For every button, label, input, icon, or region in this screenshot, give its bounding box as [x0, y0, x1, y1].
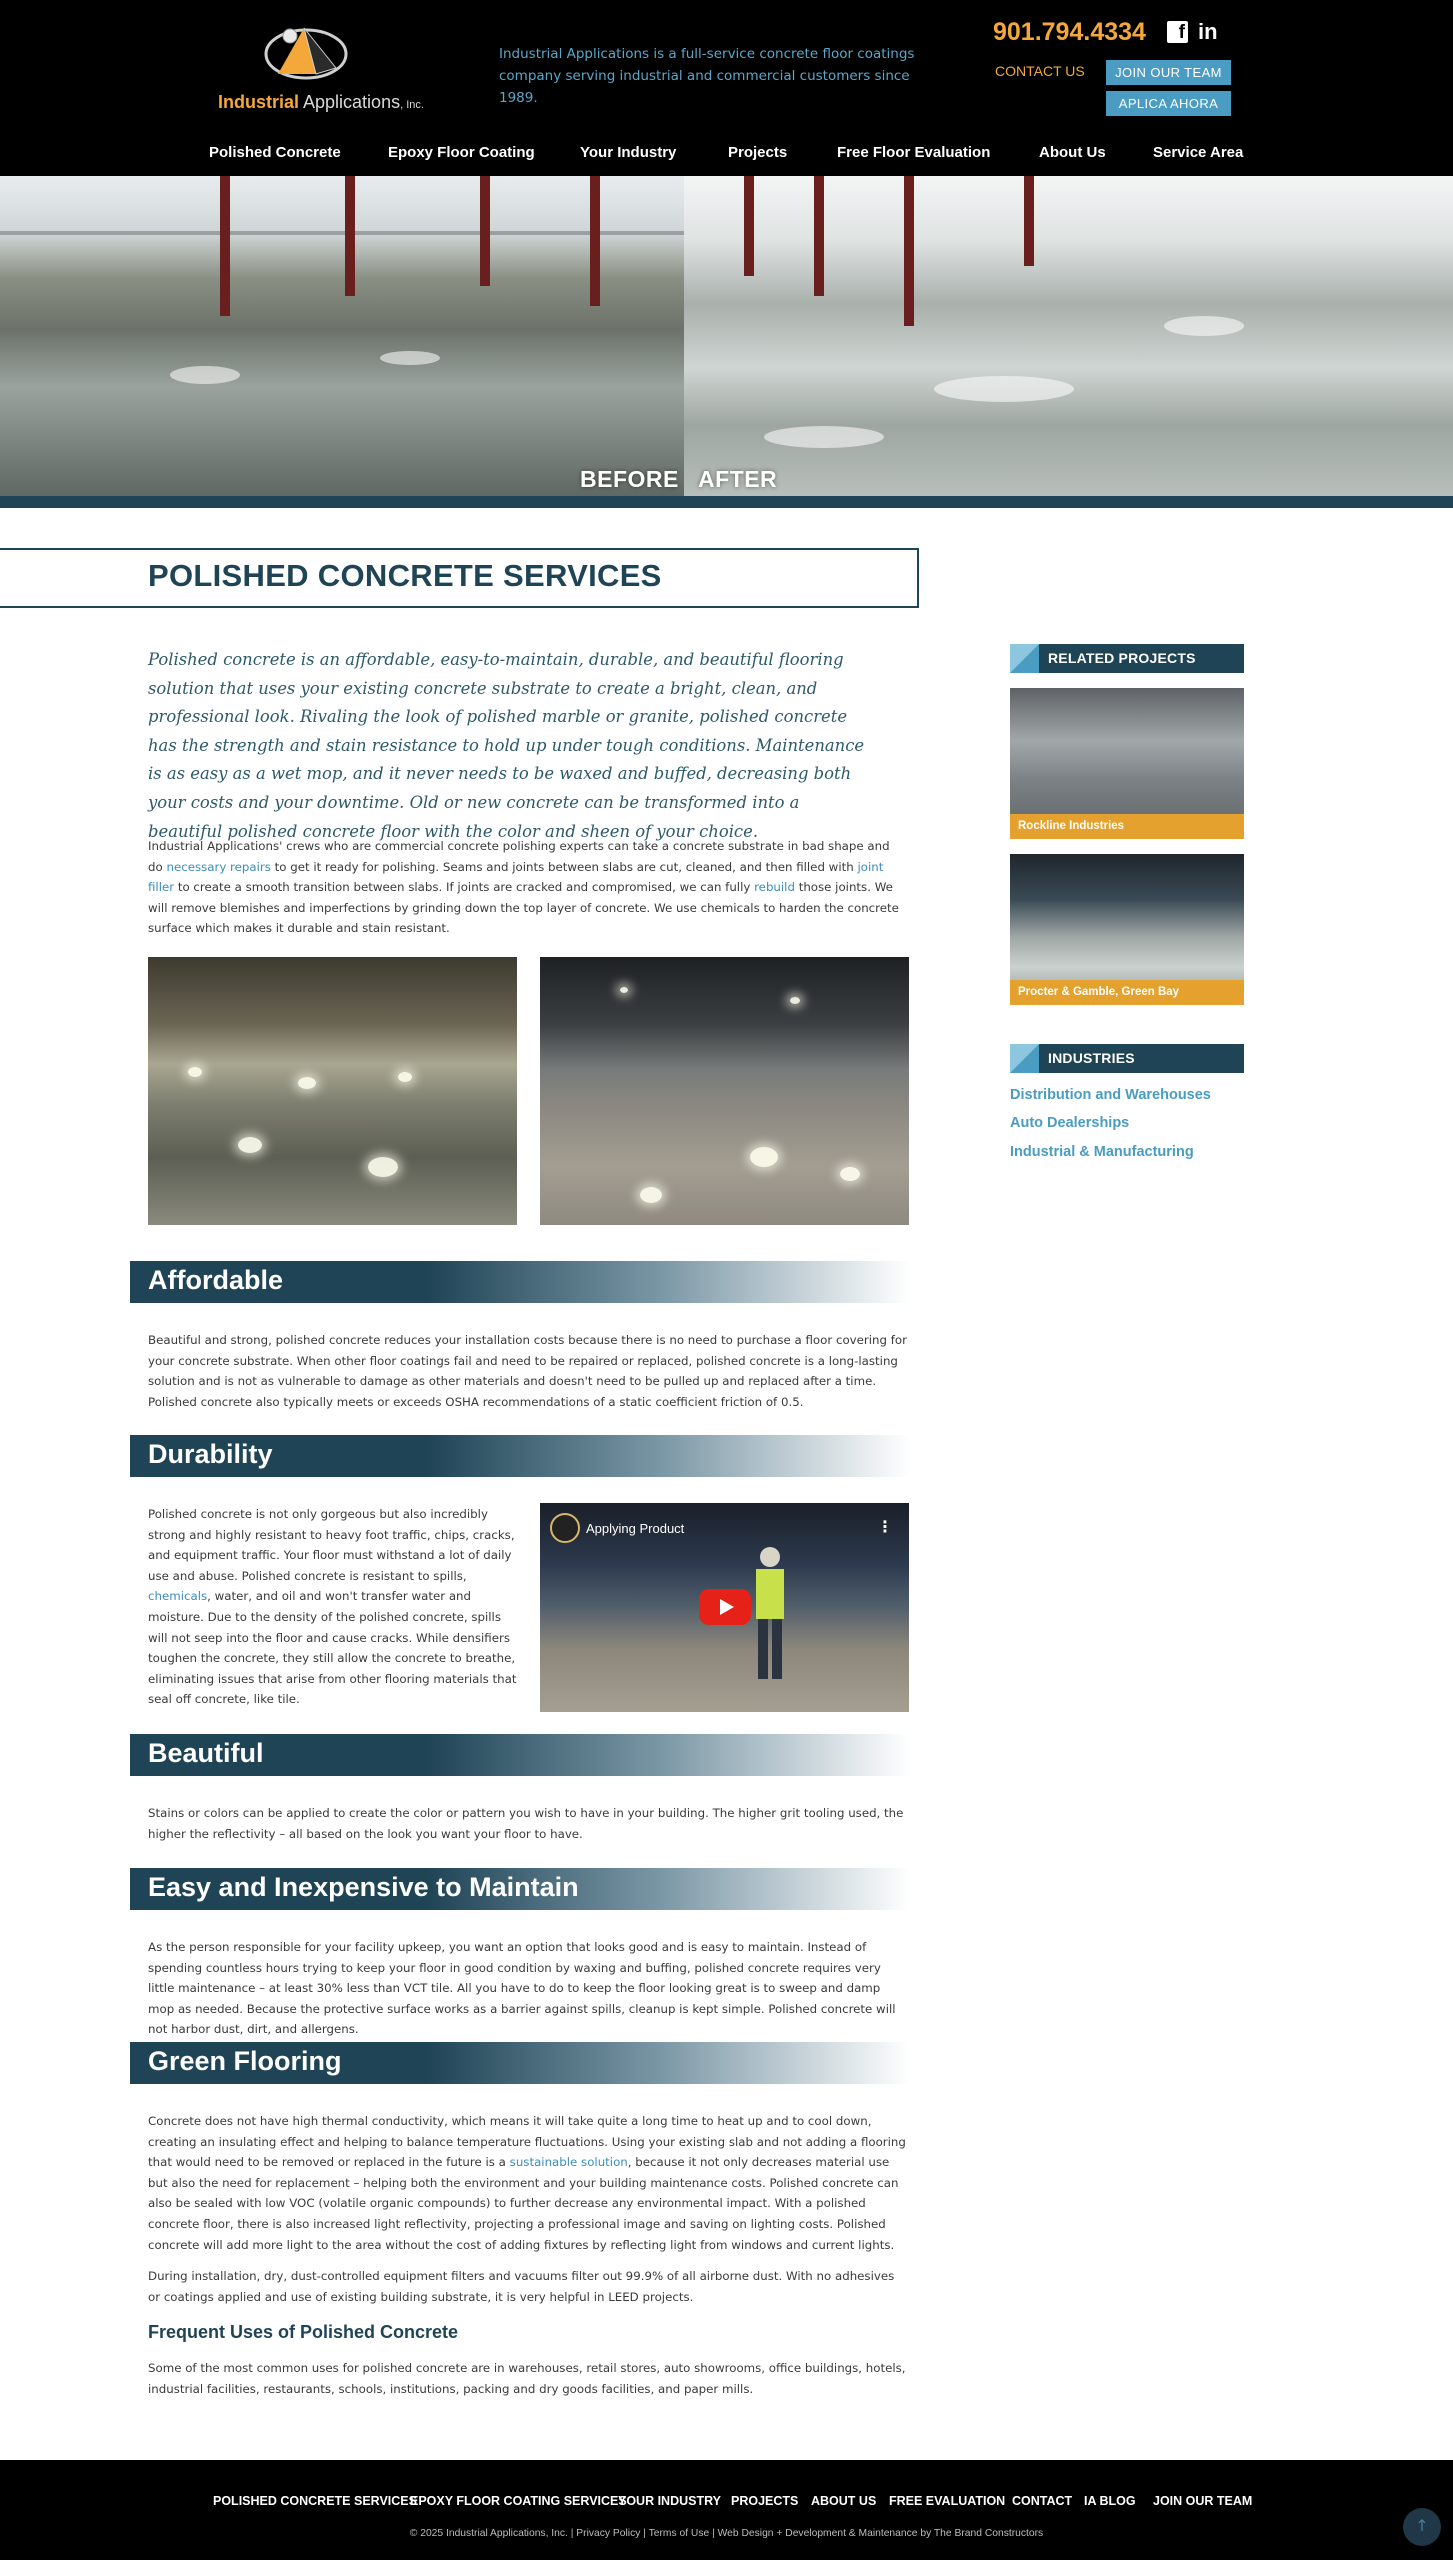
aplica-ahora-button[interactable]: APLICA AHORA — [1106, 91, 1231, 116]
footer-link-polished-concrete[interactable]: POLISHED CONCRETE SERVICES — [213, 2494, 417, 2508]
nav-projects[interactable]: Projects — [728, 144, 788, 161]
rebuild-link[interactable]: rebuild — [754, 880, 795, 895]
footer-link-ia-blog[interactable]: IA BLOG — [1084, 2494, 1136, 2508]
photo-light-reflection — [640, 1187, 662, 1203]
crews-text-d: those joints. We will remove blemishes and imperfections by grinding down the top layer of concrete. We use chemicals to harden the concrete surface which makes it durable and stain resistant. — [148, 880, 899, 936]
photo-light-reflection — [750, 1147, 778, 1167]
hero-after-photo — [684, 176, 1453, 496]
photo-light-reflection — [398, 1072, 412, 1082]
hero-reflection — [934, 376, 1074, 402]
logo-mark-icon — [256, 18, 352, 88]
photo-light-reflection — [238, 1137, 262, 1153]
polished-floor-photo-1 — [148, 957, 517, 1225]
footer-link-about-us[interactable]: ABOUT US — [811, 2494, 877, 2508]
site-footer — [0, 2460, 1453, 2560]
nav-free-floor-evaluation[interactable]: Free Floor Evaluation — [837, 144, 991, 161]
hero-column — [220, 176, 230, 316]
footer-link-free-evaluation[interactable]: FREE EVALUATION — [889, 2494, 1006, 2508]
footer-link-your-industry[interactable]: YOUR INDUSTRY — [618, 2494, 722, 2508]
site-header — [0, 0, 1453, 176]
hero-reflection — [170, 366, 240, 384]
crews-text-b: to get it ready for polishing. Seams and joints between slabs are cut, cleaned, and then filled with — [270, 859, 858, 874]
crews-text-c: to create a smooth transition between slabs. If joints are cracked and compromised, we can fully — [174, 880, 755, 895]
hero-column — [1024, 176, 1034, 266]
durability-text-a: Polished concrete is not only gorgeous but also incredibly strong and highly resistant to heavy foot traffic, chips, cracks, and equipment traffic. Your floor must withstand a lot of daily use and abuse. Polished concrete is resistant to spills, — [148, 1507, 515, 1583]
affordable-paragraph: Beautiful and strong, polished concrete reduces your installation costs because there is no need to purchase a floor covering for your concrete substrate. When other floor coatings fail and need to be repaired or replaced, polished concrete is a long-lasting solution and is not as vulnerable to damage as other materials and doesn't need to be pulled up and replaced after a time. Polished concrete also typically meets or exceeds OSHA recommendations of a static coefficient friction of 0.5. — [148, 1333, 907, 1409]
industries-heading: INDUSTRIES — [1048, 1050, 1135, 1066]
durability-text-b: , water, and oil and won't transfer water and moisture. Due to the density of the polished concrete, spills will not seep into the floor and cause cracks. While densifiers toughen the concrete, they still allow the concrete to breathe, eliminating issues that arise from other flooring materials that seal off concrete, like tile. — [148, 1589, 517, 1707]
crews-text-a: Industrial Applications' crews who are commercial concrete polishing experts can take a concrete substrate in bad shape and do — [148, 839, 890, 874]
youtube-video-embed[interactable] — [540, 1503, 909, 1712]
logo-name: Applications — [299, 92, 401, 112]
project-caption: Procter & Gamble, Green Bay — [1010, 980, 1244, 1005]
footer-link-projects[interactable]: PROJECTS — [731, 2494, 799, 2508]
nav-about-us[interactable]: About Us — [1039, 144, 1106, 161]
photo-light-reflection — [188, 1067, 202, 1077]
after-label: AFTER — [698, 466, 778, 492]
logo-suffix: , Inc. — [400, 99, 424, 111]
hero-column — [814, 176, 824, 296]
back-to-top-icon[interactable] — [1403, 2508, 1441, 2546]
photo-light-reflection — [620, 987, 628, 993]
channel-avatar[interactable] — [550, 1513, 580, 1543]
affordable-heading: Affordable — [148, 1265, 283, 1295]
related-projects-heading: RELATED PROJECTS — [1048, 650, 1196, 666]
photo-light-reflection — [368, 1157, 398, 1177]
logo-wordmark — [218, 92, 424, 113]
page-title: POLISHED CONCRETE SERVICES — [148, 558, 662, 593]
hero-before-after-image — [0, 176, 1453, 496]
facebook-icon[interactable]: f — [1167, 21, 1188, 43]
nav-service-area[interactable]: Service Area — [1153, 144, 1244, 161]
footer-link-epoxy[interactable]: EPOXY FLOOR COATING SERVICES — [410, 2494, 627, 2508]
video-title[interactable]: Applying Product — [586, 1521, 685, 1536]
kebab-menu-icon[interactable]: ⋮ — [877, 1517, 893, 1536]
green-paragraph — [148, 2111, 908, 2255]
join-our-team-button[interactable]: JOIN OUR TEAM — [1106, 60, 1231, 85]
nav-your-industry[interactable]: Your Industry — [580, 144, 677, 161]
durability-heading: Durability — [148, 1439, 273, 1469]
hero-before-photo — [0, 176, 684, 496]
chemicals-link[interactable]: chemicals — [148, 1589, 208, 1604]
beautiful-paragraph: Stains or colors can be applied to create the color or pattern you wish to have in your building. The higher grit tooling used, the higher the reflectivity – all based on the look you want your floor to have. — [148, 1806, 904, 1841]
hero-divider-bar — [0, 496, 1453, 508]
hero-column — [904, 176, 914, 326]
hero-column — [345, 176, 355, 296]
project-caption: Rockline Industries — [1010, 814, 1244, 839]
leed-paragraph: During installation, dry, dust-controlled equipment filters and vacuums filter out 99.9% of all airborne dust. With no adhesives or coatings applied and use of existing building substrate, it is very helpful in LEED projects. — [148, 2269, 895, 2304]
main-nav — [0, 144, 1453, 172]
green-heading: Green Flooring — [148, 2046, 342, 2076]
hero-reflection — [380, 351, 440, 365]
maintain-paragraph: As the person responsible for your facility upkeep, you want an option that looks good and is easy to maintain. Instead of spending countless hours trying to keep your floor in good condition by waxing and buffing, polished concrete requires very little maintenance – at least 30% less than VCT tile. All you have to do to keep the floor looking great is to sweep and damp mop as needed. Because the protective surface works as a barrier against spills, cleanup is kept simple. Polished concrete will not harbor dust, dirt, and allergens. — [148, 1940, 896, 2037]
section-header-maintain — [130, 1868, 910, 1910]
frequent-uses-paragraph: Some of the most common uses for polished concrete are in warehouses, retail stores, auto showrooms, office buildings, hotels, industrial facilities, restaurants, schools, institutions, packing and dry goods facilities, and paper mills. — [148, 2361, 906, 2396]
beautiful-heading: Beautiful — [148, 1738, 264, 1768]
maintain-heading: Easy and Inexpensive to Maintain — [148, 1872, 579, 1902]
nav-polished-concrete[interactable]: Polished Concrete — [209, 144, 341, 161]
company-logo[interactable] — [218, 18, 424, 118]
sustainable-solution-link[interactable]: sustainable solution — [509, 2155, 628, 2170]
section-header-beautiful — [130, 1734, 910, 1776]
photo-light-reflection — [840, 1167, 860, 1181]
photo-light-reflection — [790, 997, 800, 1004]
project-card-rockline[interactable] — [1010, 688, 1244, 839]
footer-copyright: © 2025 Industrial Applications, Inc. | Privacy Policy | Terms of Use | Web Design + Development & Maintenance by The Brand Constructors — [409, 2528, 1044, 2539]
related-projects-header — [1010, 644, 1244, 673]
hero-column — [590, 176, 600, 306]
intro-paragraph: Polished concrete is an affordable, easy-to-maintain, durable, and beautiful flooring solution that uses your existing concrete substrate to create a bright, clean, and professional look. Rivaling the look of polished marble or granite, polished concrete has the strength and stain resistance to hold up under tough conditions. Maintenance is as easy as a wet mop, and it never needs to be waxed and buffed, decreasing both your costs and your downtime. Old or new concrete can be transformed into a beautiful polished concrete floor with the color and sheen of your choice. — [148, 650, 865, 841]
crews-paragraph — [148, 836, 908, 939]
section-header-affordable — [130, 1261, 910, 1303]
nav-epoxy-floor-coating[interactable]: Epoxy Floor Coating — [388, 144, 535, 161]
durability-paragraph — [148, 1504, 520, 1710]
green-text-a: Concrete does not have high thermal conductivity, which means it will take quite a long time to heat up and to cool down, creating an insulating effect and helping to balance temperature fluctuations. Using your existing slab and not adding a flooring that would need to be removed or replaced in the future is a — [148, 2114, 906, 2170]
industry-link-industrial-manufacturing[interactable]: Industrial & Manufacturing — [1010, 1144, 1194, 1160]
before-label: BEFORE — [580, 466, 679, 492]
photo-light-reflection — [298, 1077, 316, 1089]
hero-rack-line — [0, 231, 684, 235]
footer-link-contact[interactable]: CONTACT — [1012, 2494, 1073, 2508]
section-header-green — [130, 2042, 910, 2084]
industries-header — [1010, 1044, 1244, 1073]
social-links — [1167, 21, 1218, 43]
footer-link-join-our-team[interactable]: JOIN OUR TEAM — [1153, 2494, 1253, 2508]
header-tagline: Industrial Applications is a full-service concrete floor coatings company serving industrial and commercial customers since 1989. — [499, 46, 915, 106]
hero-reflection — [764, 426, 884, 448]
hero-column — [480, 176, 490, 286]
green-text-b: , because it not only decreases material use but also the need for replacement – helping both the environment and your building maintenance costs. Polished concrete can also be sealed with low VOC (volatile organic compounds) to further decrease any environmental impact. With a polished concrete floor, there is also increased light reflectivity, projecting a professional image and saving on lighting costs. Polished concrete will add more light to the area without the cost of adding fixtures by reflecting light from windows and current lights. — [148, 2155, 899, 2252]
industry-link-distribution[interactable]: Distribution and Warehouses — [1010, 1087, 1211, 1103]
contact-us-link[interactable]: CONTACT US — [995, 63, 1085, 79]
industry-link-auto-dealerships[interactable]: Auto Dealerships — [1010, 1115, 1130, 1131]
phone-number[interactable]: 901.794.4334 — [993, 18, 1146, 46]
project-card-procter-gamble[interactable] — [1010, 854, 1244, 1005]
hero-column — [744, 176, 754, 276]
section-header-durability — [130, 1435, 910, 1477]
polished-floor-photo-2 — [540, 957, 909, 1225]
hero-reflection — [1164, 316, 1244, 336]
logo-brand: Industrial — [218, 92, 300, 112]
necessary-repairs-link[interactable]: necessary repairs — [166, 859, 271, 874]
linkedin-icon[interactable]: in — [1198, 19, 1218, 44]
frequent-uses-heading: Frequent Uses of Polished Concrete — [148, 2322, 459, 2342]
joint-filler-link[interactable]: joint filler — [148, 859, 884, 895]
play-button-icon[interactable] — [699, 1589, 751, 1625]
